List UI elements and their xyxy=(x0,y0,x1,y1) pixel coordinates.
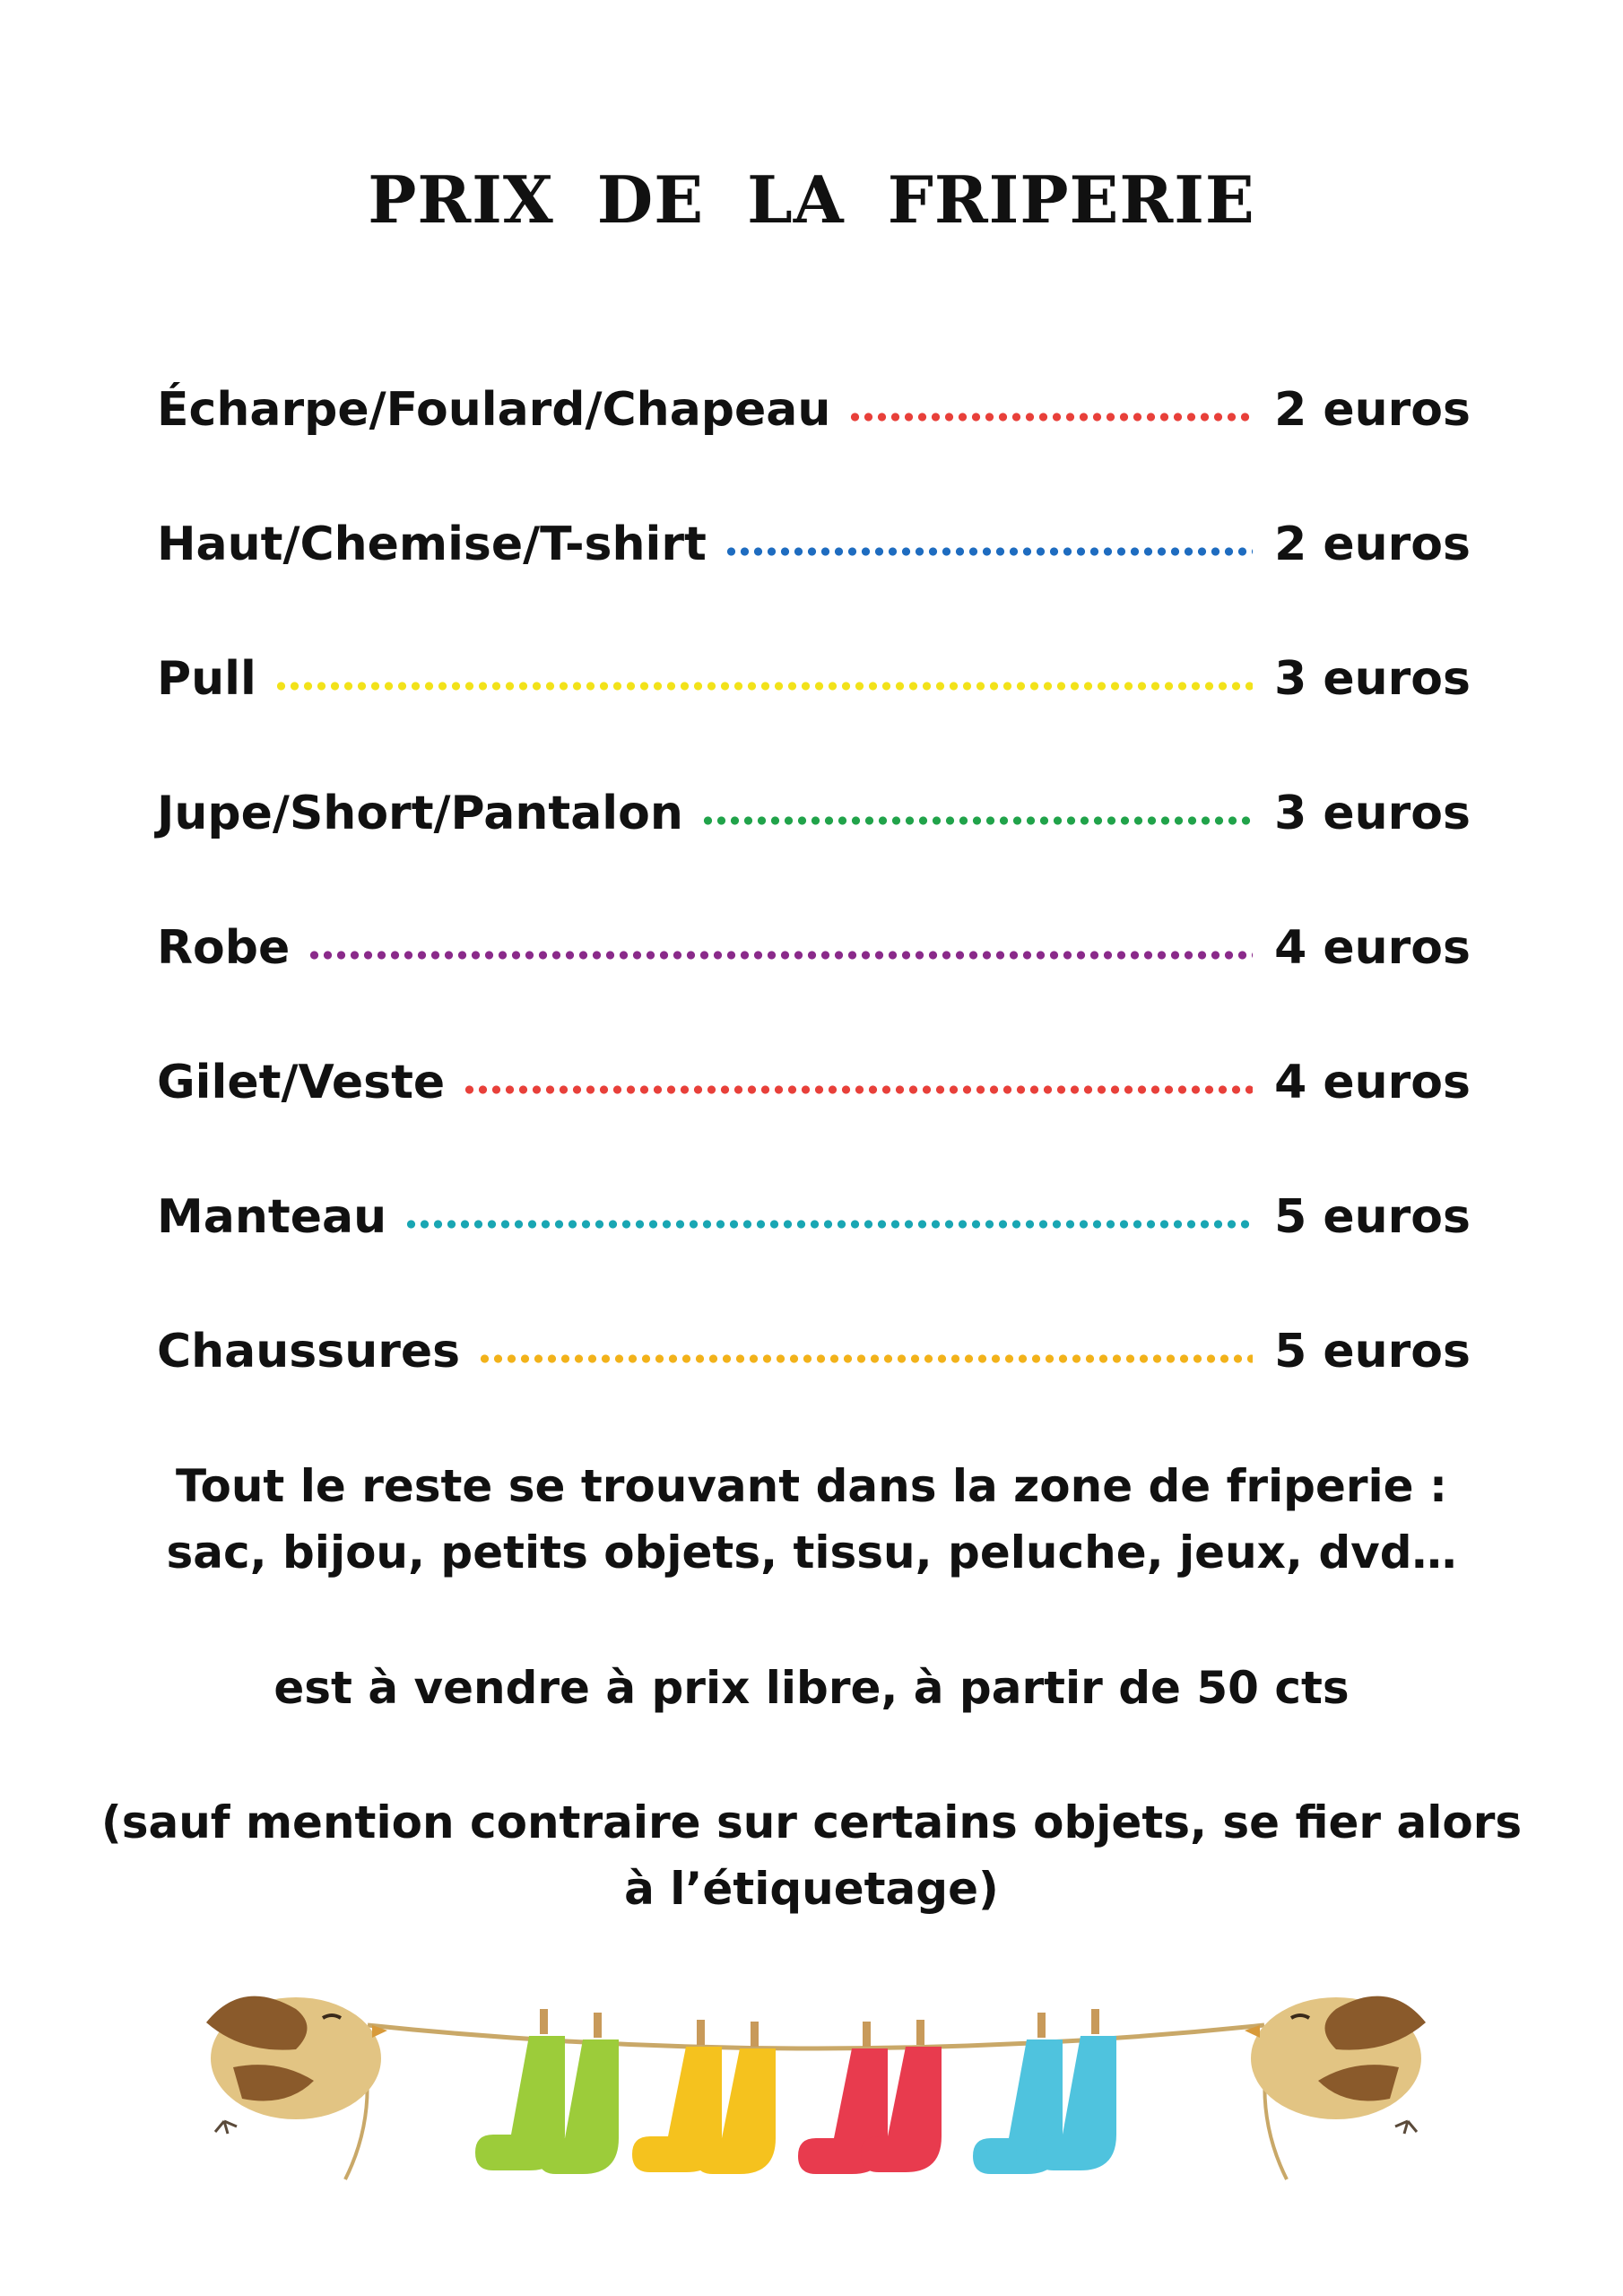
rest-note-line1: Tout le reste se trouvant dans la zone de friperie : xyxy=(176,1460,1447,1512)
price-item-label: Gilet/Veste xyxy=(157,1056,446,1109)
clothesline-illustration xyxy=(188,1973,1444,2242)
price-row-pull xyxy=(157,643,1471,715)
price-item-label: Jupe/Short/Pantalon xyxy=(157,787,683,840)
price-row-gilet xyxy=(157,1047,1471,1118)
price-row-echarpe xyxy=(157,374,1471,446)
sock-pair-green-icon xyxy=(475,2009,619,2174)
price-value: 4 euros xyxy=(1274,921,1471,975)
sock-pair-yellow-icon xyxy=(632,2020,776,2174)
dot-leader xyxy=(701,815,1253,826)
rest-note xyxy=(0,1453,1623,1586)
dot-leader xyxy=(478,1353,1253,1364)
dot-leader xyxy=(848,412,1253,422)
rest-note-line2: sac, bijou, petits objets, tissu, peluche, jeux, dvd… xyxy=(166,1526,1457,1578)
price-row-chaussures xyxy=(157,1316,1471,1387)
price-value: 5 euros xyxy=(1274,1190,1471,1244)
price-row-haut xyxy=(157,509,1471,580)
price-value: 2 euros xyxy=(1274,517,1471,571)
sock-pair-blue-icon xyxy=(973,2009,1116,2174)
price-value: 5 euros xyxy=(1274,1325,1471,1378)
clothesline-rope xyxy=(368,2025,1264,2048)
price-item-label: Écharpe/Foulard/Chapeau xyxy=(157,383,831,437)
dot-leader xyxy=(463,1084,1253,1095)
exception-note xyxy=(0,1789,1623,1922)
dot-leader xyxy=(308,950,1253,961)
exception-note-line1: (sauf mention contraire sur certains objets, se fier alors xyxy=(100,1796,1523,1848)
price-value: 4 euros xyxy=(1274,1056,1471,1109)
page-title: PRIX DE LA FRIPERIE xyxy=(368,161,1255,238)
dot-leader xyxy=(725,546,1253,557)
free-price-note: est à vendre à prix libre, à partir de 50 cts xyxy=(273,1662,1350,1714)
price-item-label: Robe xyxy=(157,921,291,975)
price-row-jupe xyxy=(157,778,1471,849)
price-item-label: Manteau xyxy=(157,1190,387,1244)
price-value: 3 euros xyxy=(1274,787,1471,840)
sock-pair-red-icon xyxy=(798,2020,942,2174)
dot-leader xyxy=(274,681,1253,691)
price-value: 2 euros xyxy=(1274,383,1471,437)
dot-leader xyxy=(404,1219,1253,1230)
price-row-robe xyxy=(157,912,1471,984)
exception-note-line2: à l’étiquetage) xyxy=(624,1863,999,1915)
price-row-manteau xyxy=(157,1181,1471,1253)
price-value: 3 euros xyxy=(1274,652,1471,706)
price-item-label: Pull xyxy=(157,652,256,706)
price-item-label: Chaussures xyxy=(157,1325,461,1378)
bird-left-icon xyxy=(206,1996,387,2134)
bird-right-icon xyxy=(1245,1996,1426,2134)
price-item-label: Haut/Chemise/T-shirt xyxy=(157,517,707,571)
